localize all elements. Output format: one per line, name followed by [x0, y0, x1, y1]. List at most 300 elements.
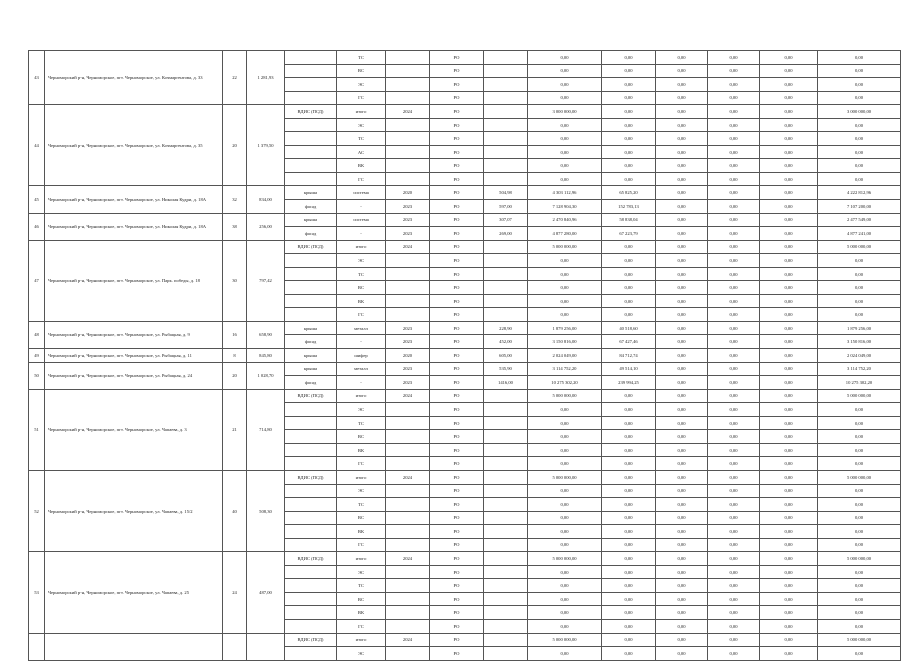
source: РО [430, 592, 484, 606]
cost-total: 3 150 816,00 [528, 335, 602, 349]
fund-local: 0,00 [760, 565, 818, 579]
material: итого [337, 552, 386, 566]
year [386, 511, 430, 525]
row-floors: 16 [223, 321, 247, 348]
fund-local: 0,00 [760, 362, 818, 376]
year [386, 538, 430, 552]
source: РО [430, 389, 484, 403]
volume [484, 416, 528, 430]
source: РО [430, 403, 484, 417]
fund-owners: 0,00 [818, 511, 901, 525]
source: РО [430, 78, 484, 92]
source: РО [430, 132, 484, 146]
fund-local: 0,00 [760, 606, 818, 620]
cost-per-unit: 0,00 [602, 118, 656, 132]
cost-total: 0,00 [528, 403, 602, 417]
fund-regional: 0,00 [708, 349, 760, 363]
cost-per-unit: 0,00 [602, 132, 656, 146]
cost-total: 0,00 [528, 525, 602, 539]
material: итого [337, 389, 386, 403]
year: 2023 [386, 227, 430, 241]
source: РО [430, 457, 484, 471]
volume [484, 281, 528, 295]
source: РО [430, 118, 484, 132]
fund-regional: 0,00 [708, 647, 760, 661]
row-number: 52 [29, 470, 45, 551]
year [386, 281, 430, 295]
cost-per-unit: 0,00 [602, 511, 656, 525]
fund-local: 0,00 [760, 105, 818, 119]
fund-federal: 0,00 [656, 145, 708, 159]
fund-regional: 0,00 [708, 443, 760, 457]
work-type [285, 51, 337, 65]
cost-total: 0,00 [528, 281, 602, 295]
source: РО [430, 267, 484, 281]
table-row [29, 240, 901, 254]
fund-regional: 0,00 [708, 511, 760, 525]
fund-owners: 0,00 [818, 145, 901, 159]
fund-owners: 0,00 [818, 172, 901, 186]
work-type [285, 579, 337, 593]
fund-regional: 0,00 [708, 335, 760, 349]
material: металл [337, 362, 386, 376]
fund-local: 0,00 [760, 321, 818, 335]
fund-regional: 0,00 [708, 619, 760, 633]
fund-owners: 0,00 [818, 457, 901, 471]
source: РО [430, 145, 484, 159]
fund-local: 0,00 [760, 240, 818, 254]
fund-regional: 0,00 [708, 592, 760, 606]
year [386, 51, 430, 65]
row-number: 45 [29, 186, 45, 213]
row-floors: 8 [223, 349, 247, 363]
cost-total: 0,00 [528, 592, 602, 606]
fund-regional: 0,00 [708, 51, 760, 65]
fund-federal: 0,00 [656, 213, 708, 227]
row-address: Черноморский р-н, Черноморское, пгт. Черноморское, ул. Рыбацкая, д. 9 [45, 321, 223, 348]
work-type [285, 619, 337, 633]
cost-per-unit: 0,00 [602, 145, 656, 159]
work-type [285, 525, 337, 539]
year: 2024 [386, 552, 430, 566]
cost-total: 10 275 302,20 [528, 376, 602, 390]
fund-regional: 0,00 [708, 416, 760, 430]
work-type [285, 132, 337, 146]
source: РО [430, 619, 484, 633]
fund-federal: 0,00 [656, 552, 708, 566]
source: РО [430, 525, 484, 539]
row-address: Черноморский р-н, Черноморское, пгт. Черноморское, ул. Рыбацкая, д. 24 [45, 362, 223, 389]
row-address [45, 633, 223, 660]
fund-local: 0,00 [760, 213, 818, 227]
row-address: Черноморский р-н, Черноморское, пгт. Черноморское, ул. Кочмаргентова, д. 35 [45, 105, 223, 186]
row-area: 714,80 [247, 389, 285, 470]
material: ВК [337, 606, 386, 620]
cost-per-unit: 0,00 [602, 525, 656, 539]
source: РО [430, 470, 484, 484]
row-number: 46 [29, 213, 45, 240]
fund-local: 0,00 [760, 294, 818, 308]
work-type: фасад [285, 200, 337, 214]
cost-per-unit: 152 783,13 [602, 200, 656, 214]
cost-per-unit: 0,00 [602, 606, 656, 620]
fund-regional: 0,00 [708, 606, 760, 620]
fund-federal: 0,00 [656, 64, 708, 78]
material: ТС [337, 51, 386, 65]
cost-per-unit: 67 223,79 [602, 227, 656, 241]
row-address: Черноморский р-н, Черноморское, пгт. Черноморское, ул. Рыбацкая, д. 11 [45, 349, 223, 363]
cost-per-unit: 0,00 [602, 619, 656, 633]
work-type [285, 254, 337, 268]
fund-owners: 5 000 000,00 [818, 240, 901, 254]
volume: 228,90 [484, 321, 528, 335]
fund-owners: 5 000 000,00 [818, 470, 901, 484]
material: итого [337, 470, 386, 484]
row-number: 51 [29, 389, 45, 470]
volume: 597,00 [484, 200, 528, 214]
row-address: Черноморский р-н, Черноморское, пгт. Черноморское, ул. Чапаева, д. 25 [45, 552, 223, 633]
fund-federal: 0,00 [656, 376, 708, 390]
volume [484, 443, 528, 457]
fund-federal: 0,00 [656, 172, 708, 186]
work-type [285, 172, 337, 186]
table-row [29, 552, 901, 566]
fund-local: 0,00 [760, 267, 818, 281]
source: РО [430, 376, 484, 390]
fund-federal: 0,00 [656, 240, 708, 254]
volume: 504,98 [484, 186, 528, 200]
year: 2020 [386, 186, 430, 200]
work-type [285, 294, 337, 308]
fund-owners: 3 000 000,00 [818, 105, 901, 119]
fund-federal: 0,00 [656, 619, 708, 633]
source: РО [430, 281, 484, 295]
material: ЭС [337, 118, 386, 132]
fund-regional: 0,00 [708, 294, 760, 308]
table-row [29, 389, 901, 403]
source: РО [430, 430, 484, 444]
year: 2023 [386, 362, 430, 376]
cost-per-unit: 0,00 [602, 389, 656, 403]
volume [484, 78, 528, 92]
volume: 307,07 [484, 213, 528, 227]
cost-total: 0,00 [528, 132, 602, 146]
work-type [285, 592, 337, 606]
row-floors: 30 [223, 240, 247, 321]
volume: 535,90 [484, 362, 528, 376]
cost-per-unit: 0,00 [602, 647, 656, 661]
work-type [285, 118, 337, 132]
fund-regional: 0,00 [708, 362, 760, 376]
fund-local: 0,00 [760, 132, 818, 146]
fund-regional: 0,00 [708, 457, 760, 471]
material: ТС [337, 498, 386, 512]
source: РО [430, 552, 484, 566]
fund-federal: 0,00 [656, 254, 708, 268]
cost-per-unit: 0,00 [602, 552, 656, 566]
row-floors: 24 [223, 552, 247, 633]
fund-local: 0,00 [760, 200, 818, 214]
work-type: крыша [285, 349, 337, 363]
row-area: 508,30 [247, 470, 285, 551]
fund-local: 0,00 [760, 227, 818, 241]
fund-regional: 0,00 [708, 389, 760, 403]
cost-per-unit: 0,00 [602, 91, 656, 105]
cost-per-unit: 49 514,10 [602, 362, 656, 376]
fund-local: 0,00 [760, 647, 818, 661]
material: ГС [337, 172, 386, 186]
table-row [29, 362, 901, 376]
year [386, 457, 430, 471]
material: ГС [337, 308, 386, 322]
fund-local: 0,00 [760, 349, 818, 363]
fund-owners: 4 222 812,96 [818, 186, 901, 200]
work-type: крыша [285, 321, 337, 335]
material: ВС [337, 592, 386, 606]
year: 2023 [386, 213, 430, 227]
row-number: 50 [29, 362, 45, 389]
row-address: Черноморский р-н, Черноморское, пгт. Черноморское, ул. Николая Кудри, д. 18А [45, 186, 223, 213]
work-type [285, 416, 337, 430]
fund-regional: 0,00 [708, 145, 760, 159]
fund-owners: 2 477 549,00 [818, 213, 901, 227]
row-floors: 21 [223, 389, 247, 470]
work-type [285, 606, 337, 620]
volume [484, 565, 528, 579]
cost-per-unit: 58 838,04 [602, 213, 656, 227]
source: РО [430, 51, 484, 65]
material: ВК [337, 443, 386, 457]
material: итого [337, 240, 386, 254]
volume [484, 498, 528, 512]
source: РО [430, 308, 484, 322]
material: система [337, 213, 386, 227]
cost-total: 4 877 280,00 [528, 227, 602, 241]
material: металл [337, 321, 386, 335]
volume [484, 592, 528, 606]
fund-local: 0,00 [760, 64, 818, 78]
source: РО [430, 484, 484, 498]
fund-owners: 0,00 [818, 308, 901, 322]
volume [484, 430, 528, 444]
volume [484, 64, 528, 78]
fund-local: 0,00 [760, 511, 818, 525]
year [386, 159, 430, 173]
fund-regional: 0,00 [708, 240, 760, 254]
fund-federal: 0,00 [656, 186, 708, 200]
source: РО [430, 349, 484, 363]
fund-regional: 0,00 [708, 227, 760, 241]
volume [484, 254, 528, 268]
fund-owners: 0,00 [818, 254, 901, 268]
fund-local: 0,00 [760, 186, 818, 200]
cost-per-unit: 0,00 [602, 484, 656, 498]
fund-owners: 5 000 000,00 [818, 389, 901, 403]
fund-local: 0,00 [760, 376, 818, 390]
fund-owners: 10 275 302,20 [818, 376, 901, 390]
cost-total: 0,00 [528, 565, 602, 579]
year: 2023 [386, 321, 430, 335]
year [386, 592, 430, 606]
row-area: 797,42 [247, 240, 285, 321]
year [386, 64, 430, 78]
cost-total: 5 000 000,00 [528, 240, 602, 254]
fund-local: 0,00 [760, 443, 818, 457]
fund-federal: 0,00 [656, 511, 708, 525]
fund-federal: 0,00 [656, 416, 708, 430]
cost-total: 0,00 [528, 172, 602, 186]
fund-owners: 0,00 [818, 294, 901, 308]
material: ВС [337, 430, 386, 444]
material: - [337, 227, 386, 241]
table-row [29, 470, 901, 484]
table-row [29, 213, 901, 227]
cost-total: 0,00 [528, 538, 602, 552]
fund-owners: 0,00 [818, 403, 901, 417]
fund-regional: 0,00 [708, 267, 760, 281]
fund-local: 0,00 [760, 145, 818, 159]
year [386, 118, 430, 132]
work-type [285, 484, 337, 498]
work-type [285, 159, 337, 173]
fund-local: 0,00 [760, 430, 818, 444]
material: система [337, 186, 386, 200]
cost-per-unit: 0,00 [602, 416, 656, 430]
fund-owners: 0,00 [818, 498, 901, 512]
table-row [29, 186, 901, 200]
table-row [29, 105, 901, 119]
fund-owners: 0,00 [818, 91, 901, 105]
row-number: 43 [29, 51, 45, 105]
cost-per-unit: 0,00 [602, 64, 656, 78]
row-area: 1 028,70 [247, 362, 285, 389]
fund-federal: 0,00 [656, 579, 708, 593]
work-type: крыша [285, 213, 337, 227]
fund-federal: 0,00 [656, 538, 708, 552]
work-type [285, 565, 337, 579]
material: ТС [337, 132, 386, 146]
source: РО [430, 538, 484, 552]
material: ГС [337, 619, 386, 633]
volume [484, 538, 528, 552]
cost-per-unit: 67 427,46 [602, 335, 656, 349]
fund-owners: 0,00 [818, 606, 901, 620]
source: РО [430, 579, 484, 593]
cost-per-unit: 0,00 [602, 430, 656, 444]
fund-regional: 0,00 [708, 579, 760, 593]
year [386, 294, 430, 308]
fund-federal: 0,00 [656, 349, 708, 363]
fund-owners: 0,00 [818, 579, 901, 593]
material: ЭС [337, 254, 386, 268]
year [386, 606, 430, 620]
fund-federal: 0,00 [656, 592, 708, 606]
volume [484, 51, 528, 65]
work-type [285, 91, 337, 105]
cost-total: 5 000 000,00 [528, 389, 602, 403]
volume [484, 511, 528, 525]
fund-local: 0,00 [760, 91, 818, 105]
cost-per-unit: 239 994,25 [602, 376, 656, 390]
work-type: фасад [285, 376, 337, 390]
year [386, 145, 430, 159]
volume [484, 172, 528, 186]
fund-local: 0,00 [760, 78, 818, 92]
year [386, 308, 430, 322]
fund-owners: 0,00 [818, 159, 901, 173]
fund-local: 0,00 [760, 335, 818, 349]
material: ЭС [337, 403, 386, 417]
fund-regional: 0,00 [708, 403, 760, 417]
material: ВК [337, 294, 386, 308]
cost-total: 0,00 [528, 51, 602, 65]
material: ТС [337, 579, 386, 593]
material: ГС [337, 91, 386, 105]
cost-total: 0,00 [528, 118, 602, 132]
fund-local: 0,00 [760, 416, 818, 430]
work-type: ВДИС (ПСД) [285, 105, 337, 119]
fund-owners: 0,00 [818, 51, 901, 65]
volume [484, 525, 528, 539]
material: ЭС [337, 565, 386, 579]
fund-federal: 0,00 [656, 498, 708, 512]
row-address: Черноморский р-н, Черноморское, пгт. Черноморское, ул. Кочмаргентова, д. 33 [45, 51, 223, 105]
year: 2024 [386, 633, 430, 647]
row-address: Черноморский р-н, Черноморское, пгт. Черноморское, ул. Чапаева, д. 15/2 [45, 470, 223, 551]
row-floors [223, 633, 247, 660]
fund-regional: 0,00 [708, 186, 760, 200]
fund-owners: 3 114 752,20 [818, 362, 901, 376]
row-area: 1 281,93 [247, 51, 285, 105]
volume [484, 470, 528, 484]
work-type: ВДИС (ПСД) [285, 470, 337, 484]
year: 2024 [386, 389, 430, 403]
row-floors: 40 [223, 470, 247, 551]
cost-total: 0,00 [528, 498, 602, 512]
cost-per-unit: 0,00 [602, 267, 656, 281]
cost-total: 0,00 [528, 511, 602, 525]
cost-per-unit: 0,00 [602, 254, 656, 268]
cost-per-unit: 40 518,60 [602, 321, 656, 335]
source: РО [430, 335, 484, 349]
fund-federal: 0,00 [656, 430, 708, 444]
work-type [285, 511, 337, 525]
fund-regional: 0,00 [708, 525, 760, 539]
fund-federal: 0,00 [656, 403, 708, 417]
work-type [285, 64, 337, 78]
row-number: 53 [29, 552, 45, 633]
cost-total: 0,00 [528, 145, 602, 159]
material: ВС [337, 511, 386, 525]
fund-federal: 0,00 [656, 267, 708, 281]
work-type: ВДИС (ПСД) [285, 240, 337, 254]
material: - [337, 335, 386, 349]
cost-per-unit: 0,00 [602, 470, 656, 484]
cost-total: 0,00 [528, 606, 602, 620]
work-type: крыша [285, 186, 337, 200]
cost-per-unit: 0,00 [602, 294, 656, 308]
material: ВС [337, 64, 386, 78]
source: РО [430, 511, 484, 525]
capital-repair-table [28, 50, 901, 661]
cost-total: 3 000 000,00 [528, 105, 602, 119]
fund-regional: 0,00 [708, 254, 760, 268]
cost-total: 0,00 [528, 579, 602, 593]
source: РО [430, 200, 484, 214]
fund-federal: 0,00 [656, 51, 708, 65]
fund-regional: 0,00 [708, 538, 760, 552]
fund-local: 0,00 [760, 619, 818, 633]
